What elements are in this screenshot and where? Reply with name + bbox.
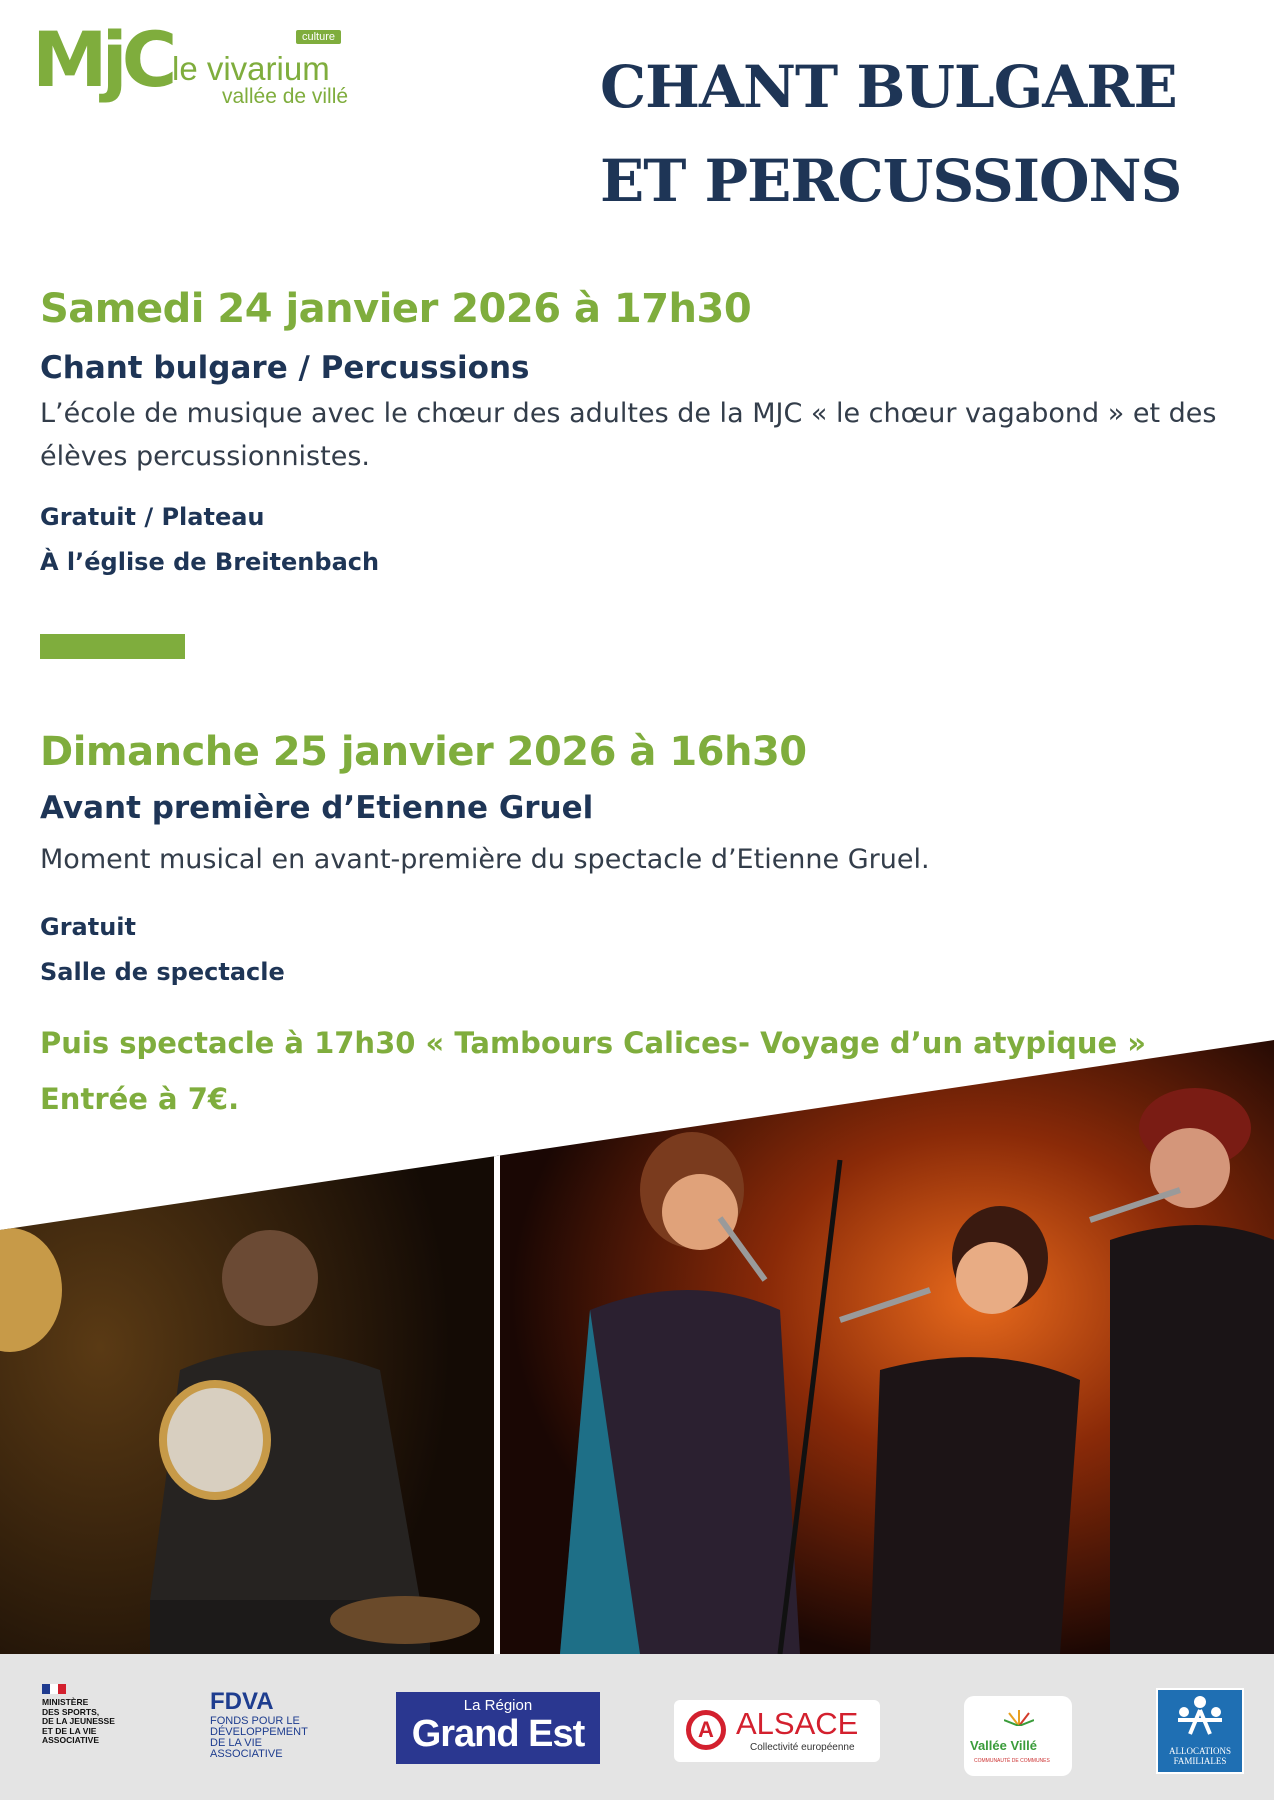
event2-entry: Entrée à 7€. [40, 1082, 240, 1116]
concert-photo [0, 1040, 1274, 1654]
vallee-title: Vallée Villé [970, 1738, 1037, 1753]
vallee-subtitle: COMMUNAUTÉ DE COMMUNES [974, 1758, 1050, 1764]
title-line-1: CHANT BULGARE [600, 53, 1177, 121]
partner-grand-est-logo [396, 1692, 600, 1764]
grand-est-big: Grand Est [411, 1713, 585, 1755]
grand-est-small: La Région [463, 1697, 533, 1714]
fdva-title: FDVA [210, 1688, 274, 1715]
event2-location: Salle de spectacle [40, 958, 285, 986]
sun-rays-icon [1004, 1708, 1034, 1726]
fdva-subtitle: FONDS POUR LE DÉVELOPPEMENT DE LA VIE ASSOCIATIVE [210, 1715, 308, 1760]
event2-description: Moment musical en avant-première du spectacle d’Etienne Gruel. [40, 844, 930, 875]
event2-date: Dimanche 25 janvier 2026 à 16h30 [40, 729, 807, 775]
mjc-logo [32, 15, 352, 126]
partner-caf-logo [1156, 1688, 1244, 1774]
caf-label: ALLOCATIONS FAMILIALES [1169, 1746, 1231, 1766]
alsace-subtitle: Collectivité européenne [750, 1742, 855, 1753]
section-divider [40, 634, 185, 659]
event1-date: Samedi 24 janvier 2026 à 17h30 [40, 286, 752, 332]
partner-alsace-logo [674, 1700, 880, 1762]
event2-subtitle: Avant première d’Etienne Gruel [40, 790, 594, 826]
partner-footer [0, 1654, 1274, 1800]
concert-photo-illustration [0, 1040, 1274, 1654]
alsace-title: ALSACE [736, 1706, 859, 1741]
event2-price: Gratuit [40, 913, 136, 941]
event1-location: À l’église de Breitenbach [40, 548, 380, 576]
french-flag-icon [42, 1684, 66, 1694]
logo-location: vallée de villé [222, 85, 349, 108]
title-line-2: ET PERCUSSIONS [600, 147, 1182, 215]
partner-fdva-logo [210, 1690, 320, 1760]
event2-followup: Puis spectacle à 17h30 « Tambours Calices- Voyage d’un atypique » [40, 1026, 1147, 1060]
logo-name: le vivarium [172, 50, 330, 87]
event1-subtitle: Chant bulgare / Percussions [40, 350, 530, 386]
event1-description: L’école de musique avec le chœur des adultes de la MJC « le chœur vagabond » et des élèves percussionnistes. [40, 398, 1217, 472]
partner-ministere-logo [42, 1684, 152, 1784]
logo-mark: MjC [32, 15, 172, 104]
alsace-mark-icon: A [686, 1710, 726, 1750]
ministere-label: MINISTÈRE DES SPORTS, DE LA JEUNESSE ET DE LA VIE ASSOCIATIVE [42, 1697, 115, 1745]
partner-vallee-ville-logo [964, 1696, 1072, 1776]
event1-price: Gratuit / Plateau [40, 503, 265, 531]
logo-culture-tag: culture [296, 30, 341, 44]
page-title [600, 40, 1240, 228]
caf-figures-icon [1170, 1694, 1230, 1740]
